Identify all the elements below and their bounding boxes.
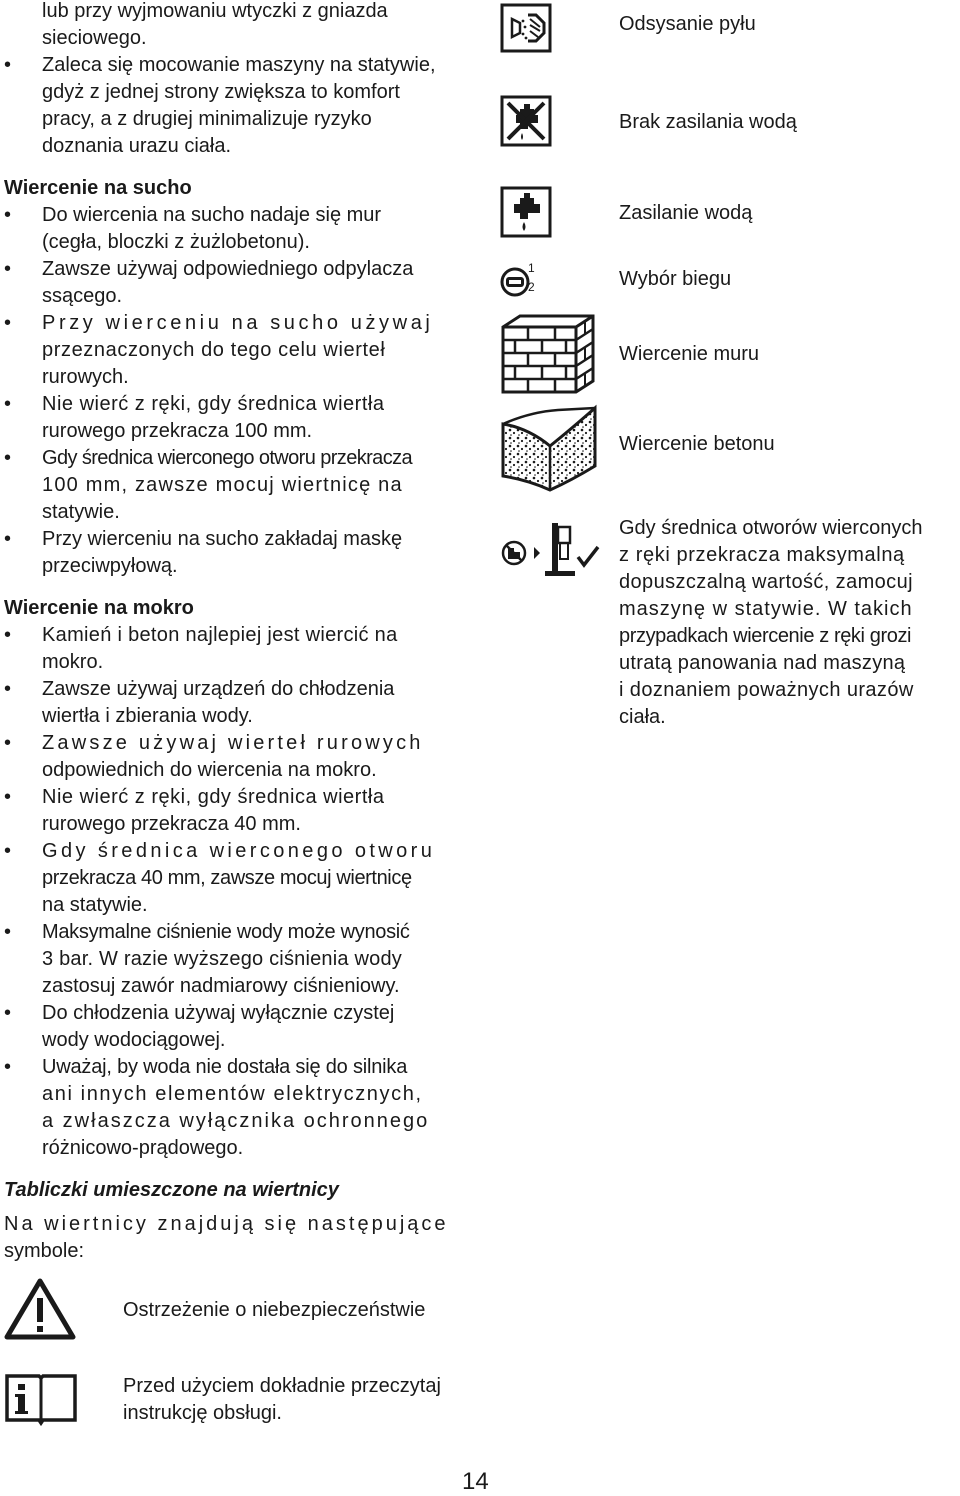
- wet-heading: Wiercenie na mokro: [4, 597, 194, 619]
- bullet-line: Zawsze używaj urządzeń do chłodzenia: [42, 678, 395, 700]
- bullet-line: doznania urazu ciała.: [42, 135, 232, 157]
- bullet-mark: •: [4, 678, 12, 700]
- plates-intro: symbole:: [4, 1240, 85, 1262]
- manual-label: instrukcję obsługi.: [123, 1402, 282, 1424]
- intro-line: sieciowego.: [42, 27, 147, 49]
- bullet-mark: •: [4, 1002, 12, 1024]
- stand-text-line: z ręki przekracza maksymalną: [619, 544, 905, 566]
- bullet-line: Zaleca się mocowanie maszyny na statywie,: [42, 54, 436, 76]
- dust-extraction-icon: [500, 3, 552, 53]
- bullet-line: przekracza 40 mm, zawsze mocuj wiertnicę: [42, 867, 412, 889]
- water-supply-label: Zasilanie wodą: [619, 202, 753, 224]
- dust-extraction-label: Odsysanie pyłu: [619, 13, 756, 35]
- bullet-mark: •: [4, 312, 12, 334]
- bullet-line: Do chłodzenia używaj wyłącznie czystej: [42, 1002, 395, 1024]
- bullet-line: rurowego przekracza 40 mm.: [42, 813, 301, 835]
- gear-numeral-1: 1: [528, 261, 535, 275]
- bullet-line: 3 bar. W razie wyższego ciśnienia wody: [42, 948, 402, 970]
- bullet-mark: •: [4, 393, 12, 415]
- use-drill-stand-icon: [500, 517, 602, 581]
- bullet-line: mokro.: [42, 651, 104, 673]
- bullet-line: gdyż z jednej strony zwiększa to komfort: [42, 81, 400, 103]
- bullet-line: Maksymalne ciśnienie wody może wynosić: [42, 921, 410, 943]
- bullet-line: rurowego przekracza 100 mm.: [42, 420, 313, 442]
- bullet-line: pracy, a z drugiej minimalizuje ryzyko: [42, 108, 372, 130]
- bullet-line: przeciwpyłową.: [42, 555, 178, 577]
- read-manual-icon: [4, 1370, 78, 1428]
- bullet-mark: •: [4, 840, 12, 862]
- concrete-label: Wiercenie betonu: [619, 433, 775, 455]
- bullet-line: Kamień i beton najlepiej jest wiercić na: [42, 624, 398, 646]
- intro-line: lub przy wyjmowaniu wtyczki z gniazda: [42, 0, 388, 22]
- bullet-line: Gdy średnica wierconego otworu przekracza: [42, 447, 413, 469]
- bullet-mark: •: [4, 786, 12, 808]
- bullet-line: Zawsze używaj odpowiedniego odpylacza: [42, 258, 414, 280]
- warning-triangle-icon: [4, 1278, 76, 1340]
- bullet-line: zastosuj zawór nadmiarowy ciśnieniowy.: [42, 975, 400, 997]
- bullet-line: (cegła, bloczki z żużlobetonu).: [42, 231, 310, 253]
- bullet-line: Gdy średnica wierconego otworu: [42, 840, 436, 862]
- water-supply-icon: [500, 186, 552, 238]
- bullet-line: wody wodociągowej.: [42, 1029, 226, 1051]
- plates-heading: Tabliczki umieszczone na wiertnicy: [4, 1179, 339, 1201]
- bullet-mark: •: [4, 732, 12, 754]
- gear-selection-icon: [500, 265, 542, 299]
- bullet-line: różnicowo-prądowego.: [42, 1137, 244, 1159]
- bullet-mark: •: [4, 921, 12, 943]
- bullet-mark: •: [4, 624, 12, 646]
- masonry-label: Wiercenie muru: [619, 343, 760, 365]
- stand-text-line: i doznaniem poważnych urazów: [619, 679, 914, 701]
- page-number: 14: [462, 1468, 489, 1495]
- bullet-line: Nie wierć z ręki, gdy średnica wiertła: [42, 393, 385, 415]
- manual-label: Przed użyciem dokładnie przeczytaj: [123, 1375, 441, 1397]
- bullet-line: ssącego.: [42, 285, 123, 307]
- bullet-line: Przy wierceniu na sucho zakładaj maskę: [42, 528, 403, 550]
- bullet-line: Nie wierć z ręki, gdy średnica wiertła: [42, 786, 385, 808]
- bullet-line: Uważaj, by woda nie dostała się do silnika: [42, 1056, 408, 1078]
- dry-heading: Wiercenie na sucho: [4, 177, 192, 199]
- bullet-mark: •: [4, 258, 12, 280]
- bullet-mark: •: [4, 1056, 12, 1078]
- bullet-line: ani innych elementów elektrycznych,: [42, 1083, 423, 1105]
- stand-text-line: dopuszczalną wartość, zamocuj: [619, 571, 913, 593]
- bullet-line: statywie.: [42, 501, 120, 523]
- masonry-wall-icon: [500, 313, 596, 395]
- bullet-line: wiertła i zbierania wody.: [42, 705, 253, 727]
- concrete-block-icon: [500, 404, 598, 494]
- bullet-mark: •: [4, 204, 12, 226]
- stand-text-line: ciała.: [619, 706, 666, 728]
- bullet-mark: •: [4, 528, 12, 550]
- no-water-icon: [500, 95, 552, 147]
- stand-text-line: Gdy średnica otworów wierconych: [619, 517, 923, 539]
- bullet-line: a zwłaszcza wyłącznika ochronnego: [42, 1110, 430, 1132]
- bullet-mark: •: [4, 447, 12, 469]
- bullet-mark: •: [4, 54, 12, 76]
- plates-intro: Na wiertnicy znajdują się następujące: [4, 1213, 449, 1235]
- stand-text-line: maszynę w statywie. W takich: [619, 598, 913, 620]
- warning-label: Ostrzeżenie o niebezpieczeństwie: [123, 1299, 426, 1321]
- bullet-line: na statywie.: [42, 894, 148, 916]
- gear-selection-label: Wybór biegu: [619, 268, 732, 290]
- bullet-line: Przy wierceniu na sucho używaj: [42, 312, 434, 334]
- stand-text-line: utratą panowania nad maszyną: [619, 652, 906, 674]
- stand-text-line: przypadkach wiercenie z ręki grozi: [619, 625, 912, 647]
- gear-numeral-2: 2: [528, 280, 535, 294]
- bullet-line: odpowiednich do wiercenia na mokro.: [42, 759, 377, 781]
- no-water-label: Brak zasilania wodą: [619, 111, 797, 133]
- bullet-line: 100 mm, zawsze mocuj wiertnicę na: [42, 474, 403, 496]
- bullet-line: rurowych.: [42, 366, 129, 388]
- bullet-line: przeznaczonych do tego celu wierteł: [42, 339, 386, 361]
- bullet-line: Zawsze używaj wierteł rurowych: [42, 732, 424, 754]
- bullet-line: Do wiercenia na sucho nadaje się mur: [42, 204, 382, 226]
